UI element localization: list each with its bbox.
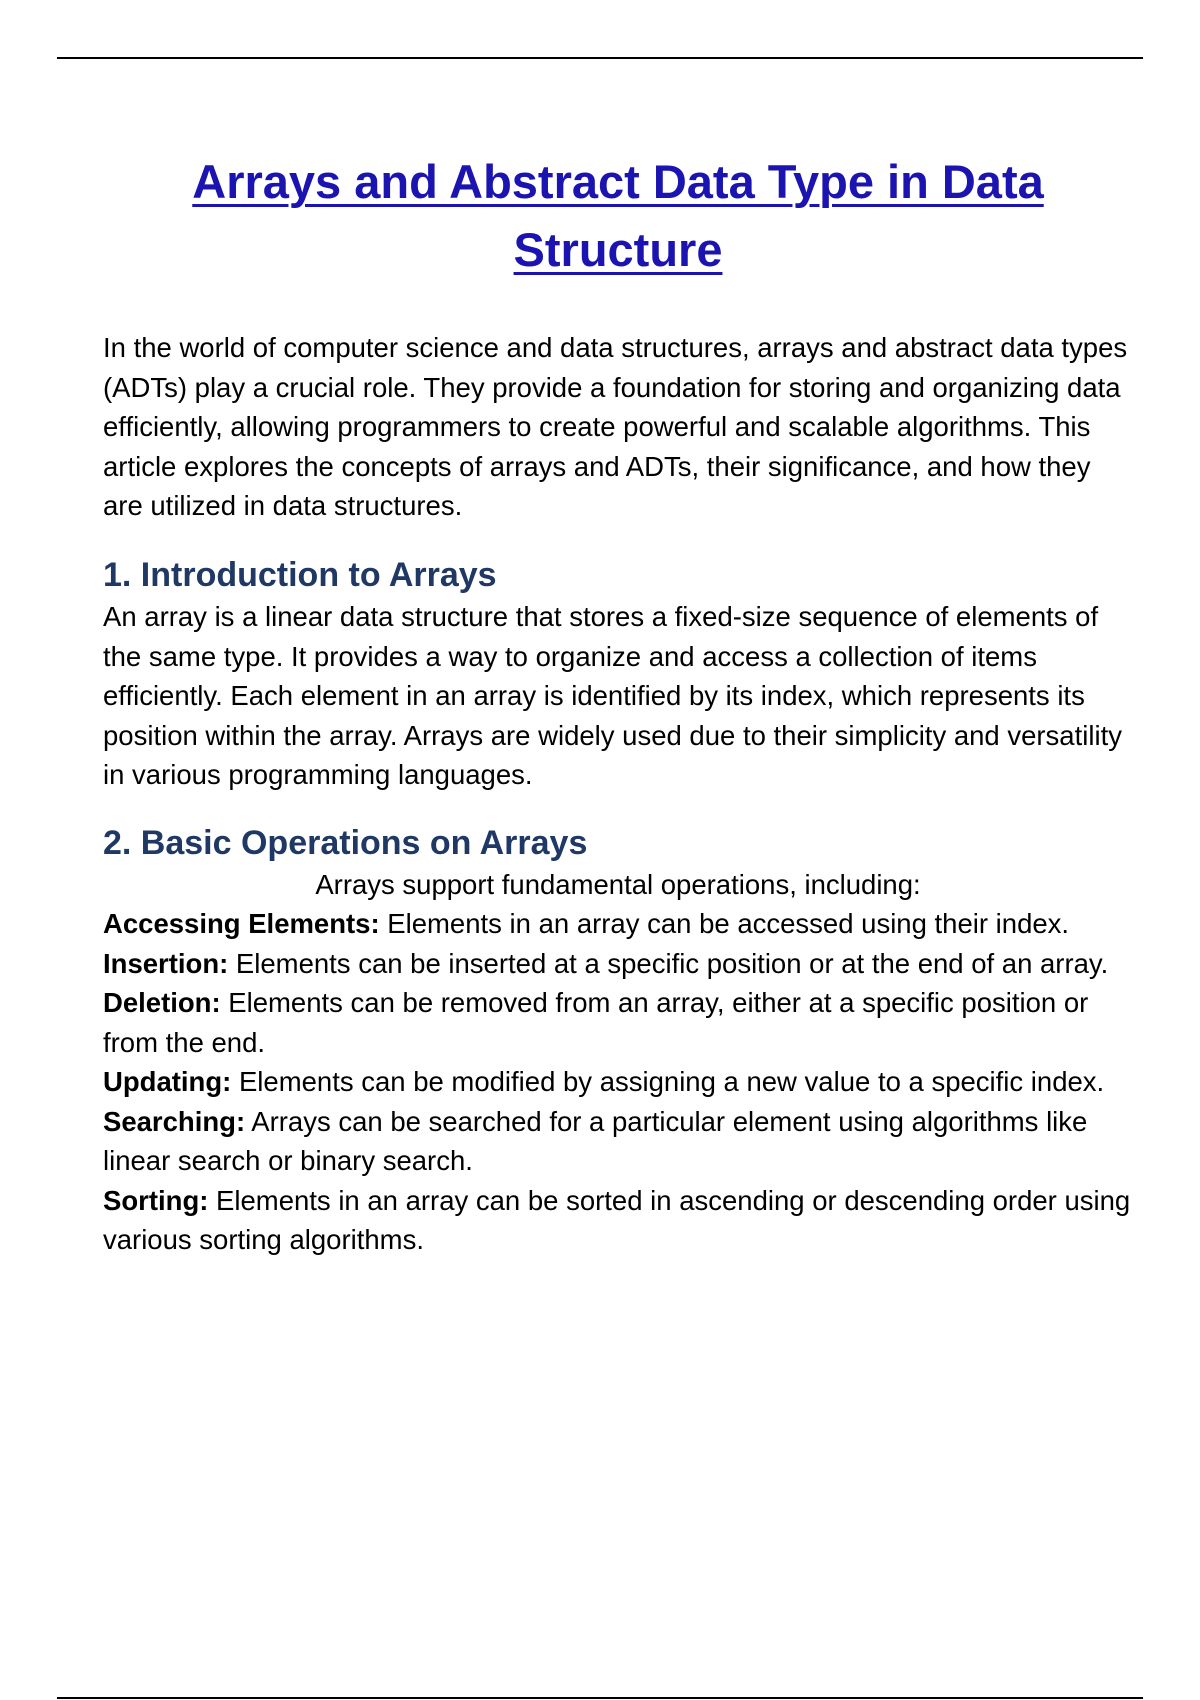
operation-item	[103, 1062, 1133, 1102]
document-page	[103, 148, 1133, 1260]
document-title: Arrays and Abstract Data Type in Data Structure	[192, 155, 1044, 276]
operation-text: Elements can be removed from an array, either at a specific position or from the end.	[103, 987, 1089, 1058]
operation-text: Elements can be modified by assigning a new value to a specific index.	[231, 1066, 1105, 1097]
top-rule	[57, 57, 1143, 59]
operation-term: Searching:	[103, 1105, 246, 1137]
operation-text: Elements in an array can be sorted in ascending or descending order using various sorting algorithms.	[103, 1184, 1131, 1255]
operation-term: Sorting:	[103, 1184, 209, 1216]
operation-text: Elements can be inserted at a specific position or at the end of an array.	[228, 947, 1109, 979]
operation-item	[103, 1181, 1133, 1260]
operation-term: Updating:	[103, 1066, 232, 1097]
section-body-introduction: An array is a linear data structure that stores a fixed-size sequence of elements of the same type. It provides a way to organize and access a collection of items efficiently. Each element in an array is identified by its index, which represents its position within the array. Arrays are widely used due to their simplicity and versatility in various programming languages.	[103, 601, 1122, 790]
section-heading-operations: 2. Basic Operations on Arrays	[103, 823, 588, 862]
operation-item	[103, 983, 1133, 1062]
operation-term: Accessing Elements:	[103, 908, 380, 939]
bottom-rule	[57, 1697, 1143, 1699]
operation-text: Elements in an array can be accessed using their index.	[379, 908, 1070, 939]
operation-text: Arrays can be searched for a particular element using algorithms like linear search or binary search.	[103, 1105, 1088, 1176]
operation-term: Deletion:	[103, 987, 221, 1018]
operation-item	[103, 1102, 1133, 1181]
operation-term: Insertion:	[103, 947, 229, 979]
operation-item	[103, 944, 1133, 984]
operations-lead: Arrays support fundamental operations, including:	[315, 868, 921, 900]
intro-paragraph: In the world of computer science and data structures, arrays and abstract data types (ADTs) play a crucial role. They provide a foundation for storing and organizing data efficiently, allowing programmers to create powerful and scalable algorithms. This article explores the concepts of arrays and ADTs, their significance, and how they are utilized in data structures.	[103, 332, 1128, 521]
section-heading-introduction: 1. Introduction to Arrays	[103, 556, 497, 594]
operation-item	[103, 904, 1133, 944]
